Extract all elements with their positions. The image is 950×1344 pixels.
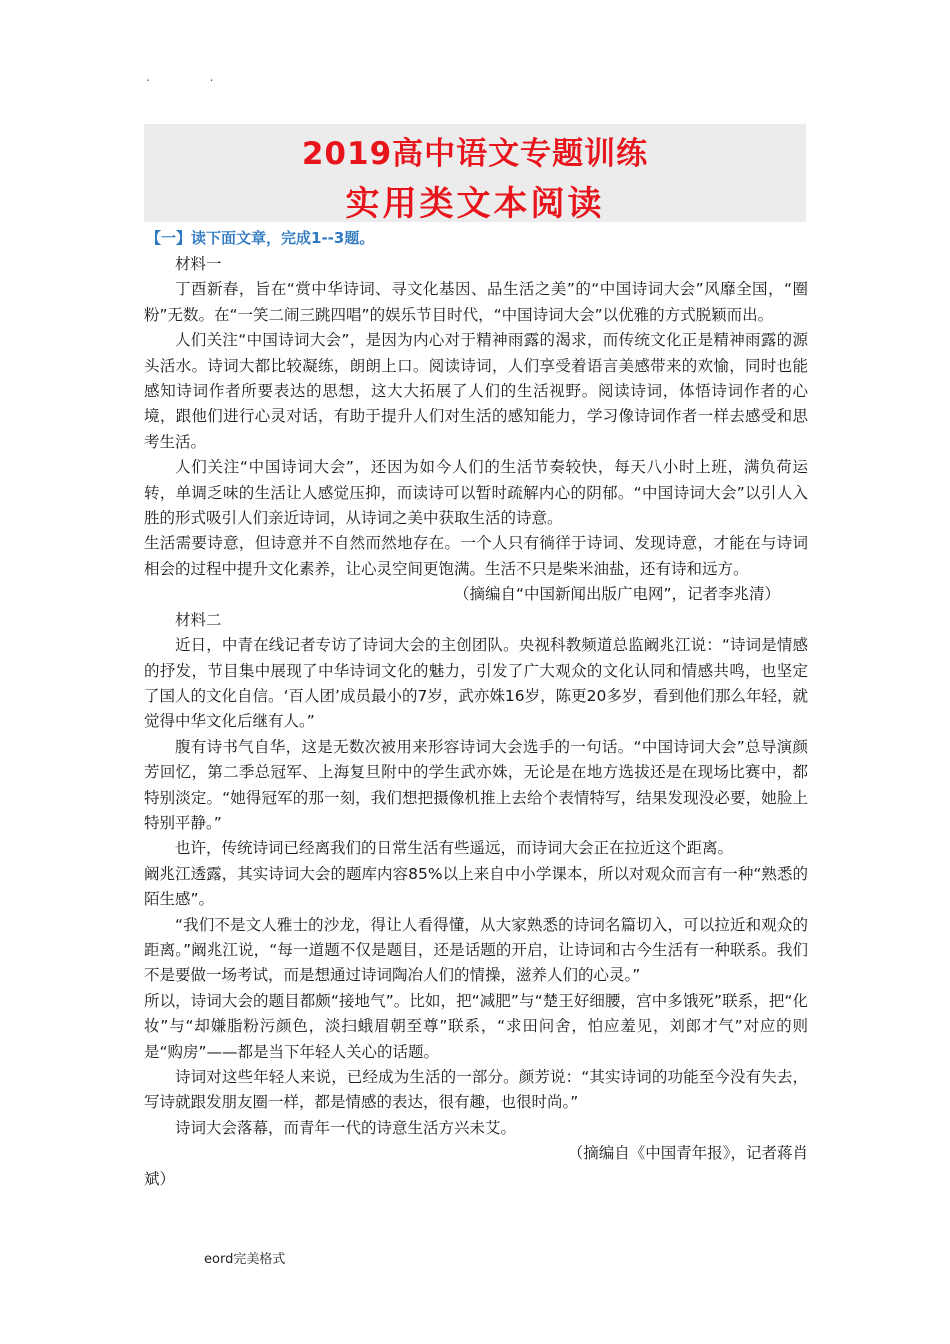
m1-paragraph-3: 人们关注“中国诗词大会”，还因为如今人们的生活节奏较快，每天八小时上班，满负荷运转，单调乏味的生活让人感觉压抑，而读诗可以暂时疏解内心的阴郁。“中国诗词大会”以引人入胜的形式吸引人们亲近诗词，从诗词之美中获取生活的诗意。 <box>144 458 808 528</box>
m2-paragraph-3: 也许，传统诗词已经离我们的日常生活有些遥远，而诗词大会正在拉近这个距离。 <box>175 839 734 858</box>
material1-label: 材料一 <box>175 255 222 273</box>
question-heading: 【一】读下面文章，完成1--3题。 <box>146 229 375 247</box>
m1-source: （摘编自“中国新闻出版广电网”，记者李兆清） <box>453 585 780 604</box>
m2-paragraph-2: 腹有诗书气自华，这是无数次被用来形容诗词大会选手的一句话。“中国诗词大会”总导演颜芳回忆，第二季总冠军、上海复旦附中的学生武亦姝，无论是在地方选拔还是在现场比赛中，都特别淡定。“她得冠军的那一刻，我们想把摄像机推上去给个表情特写，结果发现没必要，她脸上特别平静。” <box>144 737 808 832</box>
m2-paragraph-1: 近日，中青在线记者专访了诗词大会的主创团队。央视科教频道总监阚兆江说：“诗词是情感的抒发，节目集中展现了中华诗词文化的魅力，引发了广大观众的文化认同和情感共鸣，也坚定了国人的文化自信。‘百人团’成员最小的7岁，武亦姝16岁，陈更20多岁，看到他们那么年轻，就觉得中华文化后继有人。” <box>144 636 808 731</box>
m2-source-line-1: （摘编自《中国青年报》，记者蒋肖 <box>567 1144 808 1163</box>
article-body <box>144 252 808 1192</box>
material2-label: 材料二 <box>175 610 222 629</box>
m1-paragraph-4: 生活需要诗意，但诗意并不自然而然地存在。一个人只有徜徉于诗词、发现诗意，才能在与诗词相会的过程中提升文化素养，让心灵空间更饱满。生活不只是柴米油盐，还有诗和远方。 <box>144 534 808 578</box>
m2-paragraph-5: “我们不是文人雅士的沙龙，得让人看得懂，从大家熟悉的诗词名篇切入，可以拉近和观众的距离。”阚兆江说，“每一道题不仅是题目，还是话题的开启，让诗词和古今生活有一种联系。我们不是要做一场考试，而是想通过诗词陶冶人们的情操，滋养人们的心灵。” <box>144 915 808 985</box>
m1-paragraph-2: 人们关注“中国诗词大会”，是因为内心对于精神雨露的渴求，而传统文化正是精神雨露的源头活水。诗词大都比较凝练，朗朗上口。阅读诗词，人们享受着语言美感带来的欢愉，同时也能感知诗词作者所要表达的思想，这大大拓展了人们的生活视野。阅读诗词，体悟诗词作者的心境，跟他们进行心灵对话，有助于提升人们对生活的感知能力，学习像诗词作者一样去感受和思考生活。 <box>144 331 808 451</box>
m1-paragraph-1: 丁酉新春，旨在“赏中华诗词、寻文化基因、品生活之美”的“中国诗词大会”风靡全国，“圈粉”无数。在“一笑二闹三跳四唱”的娱乐节目时代，“中国诗词大会”以优雅的方式脱颖而出。 <box>144 280 808 324</box>
header-dots: . . <box>146 70 242 84</box>
m2-paragraph-4: 阚兆江透露，其实诗词大会的题库内容85%以上来自中小学课本，所以对观众而言有一种“熟悉的陌生感”。 <box>144 864 808 909</box>
m2-paragraph-6: 所以，诗词大会的题目都颇“接地气”。比如，把“减肥”与“楚王好细腰，宫中多饿死”联系，把“化妆”与“却嫌脂粉污颜色，淡扫蛾眉朝至尊”联系，“求田问舍，怕应羞见，刘郎才气”对应的则是“购房”——都是当下年轻人关心的话题。 <box>144 991 808 1061</box>
m2-source-line-2: 斌） <box>144 1169 176 1188</box>
m2-paragraph-7: 诗词对这些年轻人来说，已经成为生活的一部分。颜芳说：“其实诗词的功能至今没有失去，写诗就跟发朋友圈一样，都是情感的表达，很有趣，也很时尚。” <box>144 1068 808 1112</box>
title-line-1: 2019高中语文专题训练 <box>301 136 649 172</box>
footer-note: eord完美格式 <box>204 1252 286 1267</box>
m2-paragraph-8: 诗词大会落幕，而青年一代的诗意生活方兴未艾。 <box>175 1118 517 1137</box>
title-line-2: 实用类文本阅读 <box>345 184 605 224</box>
